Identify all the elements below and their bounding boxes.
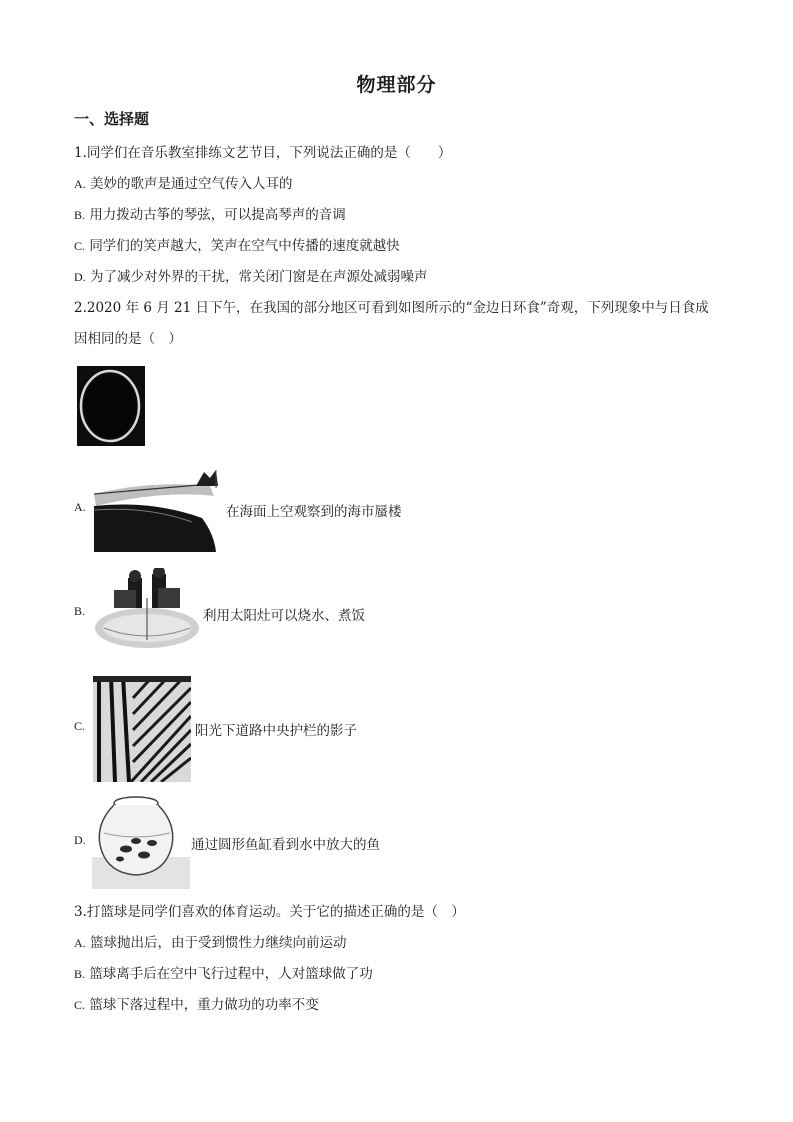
- eclipse-image: [77, 366, 145, 446]
- option-text: 篮球抛出后，由于受到惯性力继续向前运动: [89, 935, 347, 951]
- question-3-option-c: [74, 993, 319, 1013]
- option-text: 为了减少对外界的干扰，常关闭门窗是在声源处减弱噪声: [89, 269, 428, 285]
- question-2-option-b-letter: B.: [74, 604, 86, 618]
- question-2-option-b-text: 利用太阳灶可以烧水、煮饭: [203, 608, 365, 624]
- page-title: 物理部分: [356, 74, 437, 96]
- question-2-stem-line-2: 因相同的是（ ）: [74, 331, 182, 347]
- question-1-option-a: [74, 172, 292, 192]
- section-heading: 一、选择题: [74, 110, 150, 128]
- question-2-stem-line-1: 2.2020 年 6 月 21 日下午，在我国的部分地区可看到如图所示的“金边日环食”奇观，下列现象中与日食成: [74, 300, 709, 316]
- question-1-option-c: [74, 234, 400, 254]
- question-3-option-b: [74, 962, 373, 982]
- question-2-option-d-letter: D.: [74, 833, 86, 847]
- question-3-option-a: [74, 931, 346, 951]
- question-2-option-a-letter: A.: [74, 500, 86, 514]
- question-2-option-a-text: 在海面上空观察到的海市蜃楼: [226, 504, 402, 520]
- option-text: 篮球下落过程中，重力做功的功率不变: [89, 997, 319, 1013]
- option-text: 同学们的笑声越大，笑声在空气中传播的速度就越快: [89, 238, 400, 254]
- option-letter: B.: [74, 967, 86, 981]
- question-2-option-c-letter: C.: [74, 719, 86, 733]
- option-letter: B.: [74, 208, 86, 222]
- mirage-image: [92, 466, 222, 554]
- option-letter: A.: [74, 177, 86, 191]
- question-3-stem: 3.打篮球是同学们喜欢的体育运动。关于它的描述正确的是（ ）: [74, 904, 465, 920]
- question-1-option-b: [74, 203, 346, 223]
- question-1-option-d: [74, 265, 427, 285]
- question-2-option-d-text: 通过圆形鱼缸看到水中放大的鱼: [191, 837, 380, 853]
- option-text: 用力拨动古筝的琴弦，可以提高琴声的音调: [89, 207, 346, 223]
- fishbowl-image: [92, 793, 190, 889]
- solar-cooker-image: [92, 568, 202, 654]
- option-letter: D.: [74, 270, 86, 284]
- option-text: 篮球离手后在空中飞行过程中，人对篮球做了功: [89, 966, 373, 982]
- option-text: 美妙的歌声是通过空气传入人耳的: [89, 176, 293, 192]
- question-2-option-c-text: 阳光下道路中央护栏的影子: [195, 723, 357, 739]
- option-letter: A.: [74, 936, 86, 950]
- option-letter: C.: [74, 239, 86, 253]
- option-letter: C.: [74, 998, 86, 1012]
- question-1-stem: 1.同学们在音乐教室排练文艺节目，下列说法正确的是（ ）: [74, 145, 452, 161]
- guardrail-shadow-image: [93, 676, 191, 782]
